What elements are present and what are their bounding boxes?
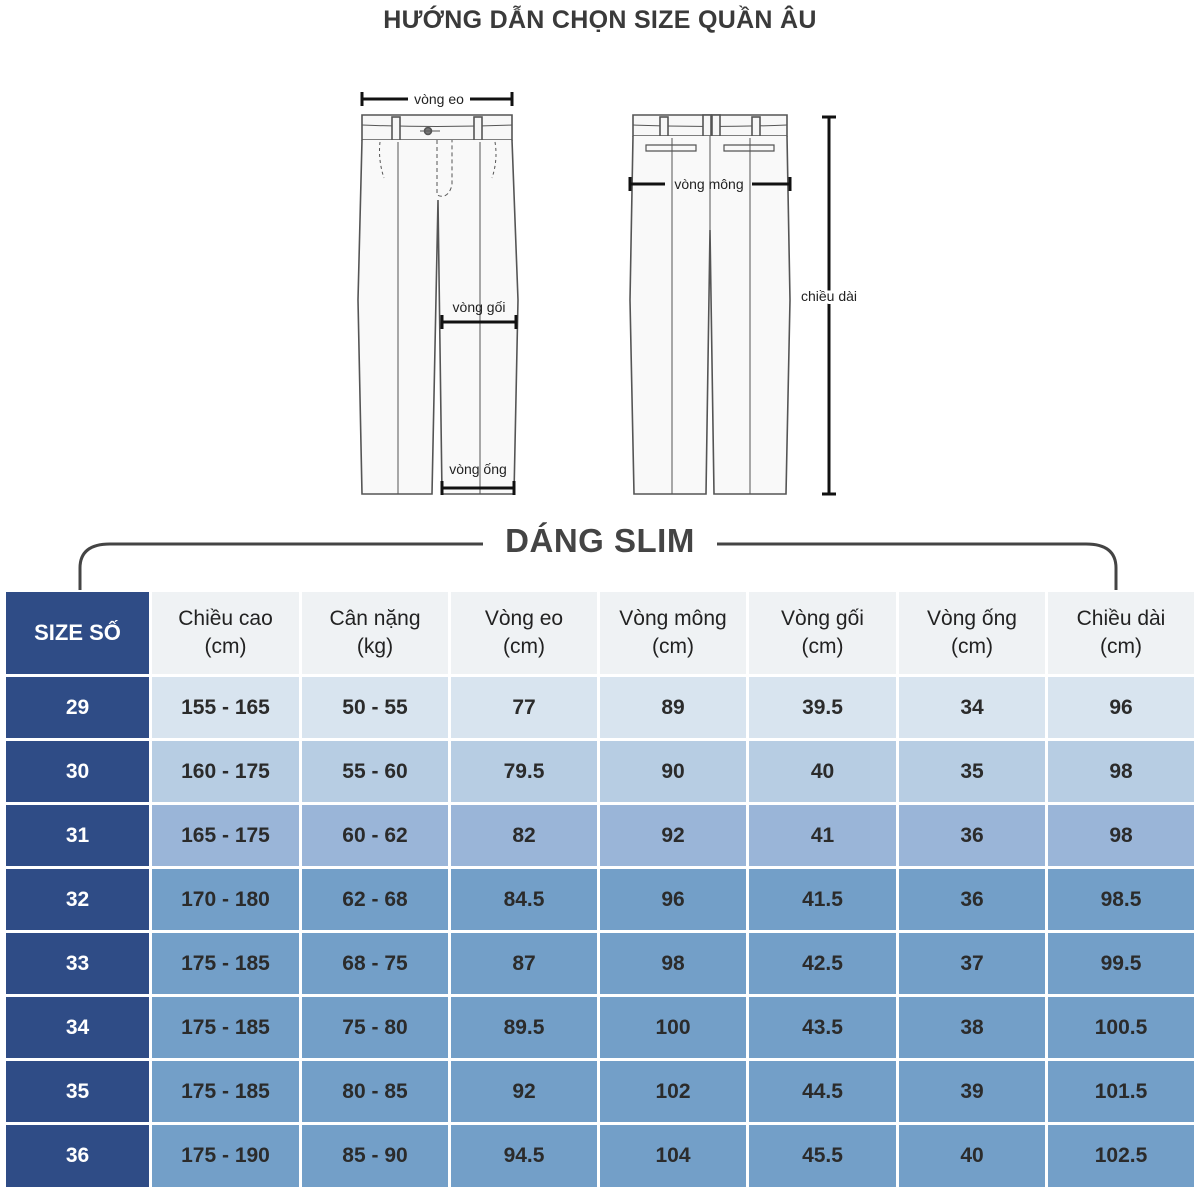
- cell-height: 165 - 175: [152, 805, 299, 866]
- cell-hem: 34: [899, 677, 1045, 738]
- cell-hem: 37: [899, 933, 1045, 994]
- cell-waist: 84.5: [451, 869, 597, 930]
- cell-height: 175 - 185: [152, 1061, 299, 1122]
- cell-weight: 85 - 90: [302, 1125, 448, 1187]
- header-waist: Vòng eo (cm): [451, 592, 597, 674]
- cell-height: 175 - 185: [152, 933, 299, 994]
- label-knee: vòng gối: [452, 299, 506, 315]
- table-row: [6, 1061, 1194, 1122]
- cell-length: 98: [1048, 805, 1194, 866]
- cell-hip: 98: [600, 933, 746, 994]
- cell-length: 102.5: [1048, 1125, 1194, 1187]
- label-hip: vòng mông: [674, 176, 744, 192]
- table-row: [6, 997, 1194, 1058]
- trousers-diagram: [0, 0, 1200, 510]
- cell-weight: 50 - 55: [302, 677, 448, 738]
- table-row: [6, 677, 1194, 738]
- cell-length: 100.5: [1048, 997, 1194, 1058]
- size-table: [3, 589, 1197, 1190]
- table-row: [6, 869, 1194, 930]
- size-cell: 36: [6, 1125, 149, 1187]
- cell-height: 175 - 185: [152, 997, 299, 1058]
- cell-hip: 90: [600, 741, 746, 802]
- length-measure-marker: [822, 117, 836, 494]
- cell-hip: 89: [600, 677, 746, 738]
- cell-hip: 104: [600, 1125, 746, 1187]
- cell-waist: 77: [451, 677, 597, 738]
- cell-knee: 42.5: [749, 933, 896, 994]
- cell-hem: 35: [899, 741, 1045, 802]
- cell-knee: 41.5: [749, 869, 896, 930]
- cell-weight: 68 - 75: [302, 933, 448, 994]
- label-waist: vòng eo: [414, 91, 464, 107]
- cell-hip: 96: [600, 869, 746, 930]
- cell-weight: 60 - 62: [302, 805, 448, 866]
- label-length: chiều dài: [800, 288, 858, 304]
- cell-hip: 100: [600, 997, 746, 1058]
- cell-hem: 36: [899, 805, 1045, 866]
- section-title: [0, 522, 1200, 560]
- cell-height: 175 - 190: [152, 1125, 299, 1187]
- size-cell: 32: [6, 869, 149, 930]
- size-cell: 31: [6, 805, 149, 866]
- cell-knee: 40: [749, 741, 896, 802]
- cell-length: 101.5: [1048, 1061, 1194, 1122]
- cell-height: 160 - 175: [152, 741, 299, 802]
- cell-waist: 92: [451, 1061, 597, 1122]
- size-cell: 30: [6, 741, 149, 802]
- table-row: [6, 933, 1194, 994]
- cell-length: 96: [1048, 677, 1194, 738]
- cell-weight: 62 - 68: [302, 869, 448, 930]
- table-row: [6, 1125, 1194, 1187]
- cell-hem: 36: [899, 869, 1045, 930]
- label-hem: vòng ống: [449, 461, 507, 477]
- header-length: Chiều dài (cm): [1048, 592, 1194, 674]
- cell-knee: 44.5: [749, 1061, 896, 1122]
- cell-hip: 92: [600, 805, 746, 866]
- cell-length: 98.5: [1048, 869, 1194, 930]
- cell-height: 170 - 180: [152, 869, 299, 930]
- cell-hem: 40: [899, 1125, 1045, 1187]
- table-header-row: [6, 592, 1194, 674]
- header-knee: Vòng gối (cm): [749, 592, 896, 674]
- cell-waist: 79.5: [451, 741, 597, 802]
- cell-waist: 82: [451, 805, 597, 866]
- back-trousers-illustration: [630, 115, 790, 494]
- cell-knee: 43.5: [749, 997, 896, 1058]
- size-cell: 34: [6, 997, 149, 1058]
- page-title: HƯỚNG DẪN CHỌN SIZE QUẦN ÂU: [383, 6, 817, 34]
- header-weight: Cân nặng (kg): [302, 592, 448, 674]
- cell-knee: 41: [749, 805, 896, 866]
- header-size: SIZE SỐ: [6, 592, 149, 674]
- size-cell: 33: [6, 933, 149, 994]
- header-height: Chiều cao (cm): [152, 592, 299, 674]
- cell-weight: 75 - 80: [302, 997, 448, 1058]
- cell-hem: 38: [899, 997, 1045, 1058]
- cell-length: 98: [1048, 741, 1194, 802]
- cell-weight: 80 - 85: [302, 1061, 448, 1122]
- cell-waist: 87: [451, 933, 597, 994]
- size-cell: 29: [6, 677, 149, 738]
- size-cell: 35: [6, 1061, 149, 1122]
- cell-weight: 55 - 60: [302, 741, 448, 802]
- table-row: [6, 805, 1194, 866]
- cell-length: 99.5: [1048, 933, 1194, 994]
- cell-waist: 89.5: [451, 997, 597, 1058]
- cell-hem: 39: [899, 1061, 1045, 1122]
- cell-height: 155 - 165: [152, 677, 299, 738]
- table-row: [6, 741, 1194, 802]
- cell-hip: 102: [600, 1061, 746, 1122]
- header-hip: Vòng mông (cm): [600, 592, 746, 674]
- section-title-text: DÁNG SLIM: [483, 522, 717, 559]
- cell-knee: 45.5: [749, 1125, 896, 1187]
- header-hem: Vòng ống (cm): [899, 592, 1045, 674]
- cell-waist: 94.5: [451, 1125, 597, 1187]
- cell-knee: 39.5: [749, 677, 896, 738]
